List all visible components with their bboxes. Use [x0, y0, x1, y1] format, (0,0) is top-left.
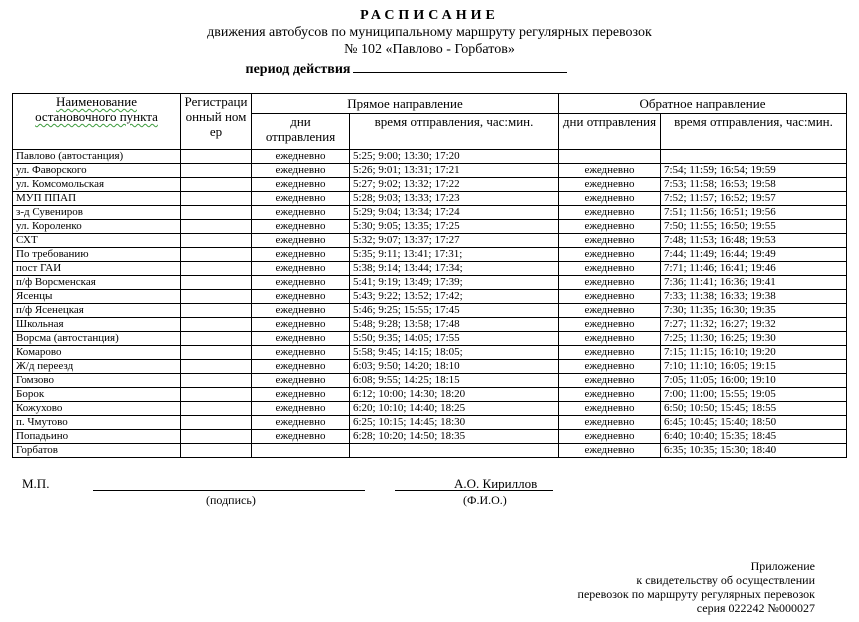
stop-name-cell: ул. Фаворского	[13, 164, 181, 178]
signatory-name: А.О. Кириллов	[454, 476, 538, 491]
reg-number-cell	[181, 192, 252, 206]
forward-days-cell: ежедневно	[252, 388, 350, 402]
stop-name-cell: Гомзово	[13, 374, 181, 388]
period-label: период действия	[245, 62, 351, 77]
reg-number-cell	[181, 360, 252, 374]
forward-time-cell: 5:28; 9:03; 13:33; 17:23	[350, 192, 559, 206]
stop-name-cell: Павлово (автостанция)	[13, 150, 181, 164]
backward-days-cell: ежедневно	[559, 360, 661, 374]
backward-time-cell: 7:48; 11:53; 16:48; 19:53	[661, 234, 847, 248]
forward-days-cell: ежедневно	[252, 262, 350, 276]
table-row	[13, 360, 847, 374]
backward-days-cell: ежедневно	[559, 416, 661, 430]
forward-days-cell: ежедневно	[252, 374, 350, 388]
backward-time-cell: 6:40; 10:40; 15:35; 18:45	[661, 430, 847, 444]
forward-days-cell: ежедневно	[252, 248, 350, 262]
stop-name-cell: п/ф Ясенецкая	[13, 304, 181, 318]
forward-days-cell: ежедневно	[252, 332, 350, 346]
document-header	[0, 8, 859, 79]
forward-days-cell: ежедневно	[252, 206, 350, 220]
header-backward-direction: Обратное направление	[559, 94, 847, 114]
forward-time-cell: 6:03; 9:50; 14:20; 18:10	[350, 360, 559, 374]
name-caption: (Ф.И.О.)	[463, 493, 507, 507]
forward-time-cell: 5:32; 9:07; 13:37; 17:27	[350, 234, 559, 248]
backward-days-cell: ежедневно	[559, 206, 661, 220]
backward-days-cell: ежедневно	[559, 444, 661, 458]
backward-days-cell: ежедневно	[559, 430, 661, 444]
backward-days-cell: ежедневно	[559, 332, 661, 346]
forward-days-cell: ежедневно	[252, 290, 350, 304]
header-reg-number: Регистрационный номер	[181, 94, 252, 150]
backward-days-cell: ежедневно	[559, 290, 661, 304]
period-field	[0, 60, 859, 79]
forward-time-cell: 5:25; 9:00; 13:30; 17:20	[350, 150, 559, 164]
reg-number-cell	[181, 388, 252, 402]
table-row	[13, 262, 847, 276]
backward-days-cell	[559, 150, 661, 164]
forward-days-cell: ежедневно	[252, 192, 350, 206]
stop-name-cell: МУП ППАП	[13, 192, 181, 206]
forward-time-cell: 6:08; 9:55; 14:25; 18:15	[350, 374, 559, 388]
stop-name-cell: Комарово	[13, 346, 181, 360]
appendix-line: к свидетельству об осуществлении	[636, 573, 815, 587]
backward-days-cell: ежедневно	[559, 318, 661, 332]
forward-time-cell: 6:25; 10:15; 14:45; 18:30	[350, 416, 559, 430]
backward-time-cell: 7:10; 11:10; 16:05; 19:15	[661, 360, 847, 374]
table-row	[13, 304, 847, 318]
table-row	[13, 346, 847, 360]
signature-line	[93, 490, 365, 491]
forward-time-cell: 5:48; 9:28; 13:58; 17:48	[350, 318, 559, 332]
period-blank-line	[353, 60, 567, 73]
forward-time-cell: 6:28; 10:20; 14:50; 18:35	[350, 430, 559, 444]
backward-time-cell: 7:51; 11:56; 16:51; 19:56	[661, 206, 847, 220]
forward-days-cell: ежедневно	[252, 304, 350, 318]
appendix-line: Приложение	[750, 559, 815, 573]
table-row	[13, 220, 847, 234]
table-row	[13, 150, 847, 164]
reg-number-cell	[181, 248, 252, 262]
stop-name-cell: Школьная	[13, 318, 181, 332]
backward-time-cell: 7:50; 11:55; 16:50; 19:55	[661, 220, 847, 234]
signature-caption: (подпись)	[206, 493, 256, 507]
table-row	[13, 164, 847, 178]
table-row	[13, 234, 847, 248]
header-backward-days: дни отправления	[559, 114, 661, 150]
backward-time-cell: 7:25; 11:30; 16:25; 19:30	[661, 332, 847, 346]
forward-time-cell	[350, 444, 559, 458]
backward-time-cell: 7:27; 11:32; 16:27; 19:32	[661, 318, 847, 332]
table-row	[13, 206, 847, 220]
route-name: № 102 «Павлово - Горбатов»	[344, 42, 515, 57]
forward-days-cell: ежедневно	[252, 360, 350, 374]
stop-name-cell: По требованию	[13, 248, 181, 262]
forward-time-cell: 5:27; 9:02; 13:32; 17:22	[350, 178, 559, 192]
backward-days-cell: ежедневно	[559, 178, 661, 192]
table-row	[13, 290, 847, 304]
reg-number-cell	[181, 304, 252, 318]
reg-number-cell	[181, 290, 252, 304]
backward-time-cell: 7:00; 11:00; 15:55; 19:05	[661, 388, 847, 402]
forward-time-cell: 5:30; 9:05; 13:35; 17:25	[350, 220, 559, 234]
forward-days-cell: ежедневно	[252, 318, 350, 332]
backward-time-cell: 7:52; 11:57; 16:52; 19:57	[661, 192, 847, 206]
forward-days-cell: ежедневно	[252, 402, 350, 416]
backward-days-cell: ежедневно	[559, 220, 661, 234]
backward-days-cell: ежедневно	[559, 388, 661, 402]
appendix-line: перевозок по маршруту регулярных перевозок	[577, 587, 815, 601]
forward-days-cell	[252, 444, 350, 458]
stop-name-cell: Ворсма (автостанция)	[13, 332, 181, 346]
reg-number-cell	[181, 318, 252, 332]
backward-days-cell: ежедневно	[559, 276, 661, 290]
forward-days-cell: ежедневно	[252, 430, 350, 444]
reg-number-cell	[181, 430, 252, 444]
reg-number-cell	[181, 276, 252, 290]
backward-days-cell: ежедневно	[559, 402, 661, 416]
forward-days-cell: ежедневно	[252, 346, 350, 360]
backward-days-cell: ежедневно	[559, 234, 661, 248]
forward-time-cell: 5:35; 9:11; 13:41; 17:31;	[350, 248, 559, 262]
forward-days-cell: ежедневно	[252, 150, 350, 164]
backward-time-cell: 7:05; 11:05; 16:00; 19:10	[661, 374, 847, 388]
backward-time-cell: 7:53; 11:58; 16:53; 19:58	[661, 178, 847, 192]
table-row	[13, 388, 847, 402]
header-stop-name: Наименование остановочного пункта	[13, 94, 181, 150]
stop-name-cell: Ж/д переезд	[13, 360, 181, 374]
backward-days-cell: ежедневно	[559, 346, 661, 360]
reg-number-cell	[181, 220, 252, 234]
backward-days-cell: ежедневно	[559, 262, 661, 276]
stop-name-cell: ул. Короленко	[13, 220, 181, 234]
header-forward-direction: Прямое направление	[252, 94, 559, 114]
appendix-line: серия 022242 №000027	[696, 601, 815, 615]
forward-time-cell: 5:58; 9:45; 14:15; 18:05;	[350, 346, 559, 360]
forward-days-cell: ежедневно	[252, 178, 350, 192]
stop-name-cell: Попадьино	[13, 430, 181, 444]
backward-time-cell: 7:44; 11:49; 16:44; 19:49	[661, 248, 847, 262]
stamp-label: М.П.	[22, 476, 50, 491]
reg-number-cell	[181, 206, 252, 220]
backward-time-cell: 6:35; 10:35; 15:30; 18:40	[661, 444, 847, 458]
header-backward-time: время отправления, час:мин.	[661, 114, 847, 150]
document-title: РАСПИСАНИЕ	[360, 8, 499, 23]
backward-days-cell: ежедневно	[559, 304, 661, 318]
forward-time-cell: 5:26; 9:01; 13:31; 17:21	[350, 164, 559, 178]
forward-time-cell: 6:12; 10:00; 14:30; 18:20	[350, 388, 559, 402]
table-row	[13, 192, 847, 206]
backward-time-cell	[661, 150, 847, 164]
table-row	[13, 402, 847, 416]
forward-days-cell: ежедневно	[252, 234, 350, 248]
schedule-table	[12, 93, 847, 458]
reg-number-cell	[181, 262, 252, 276]
forward-time-cell: 5:41; 9:19; 13:49; 17:39;	[350, 276, 559, 290]
header-forward-time: время отправления, час:мин.	[350, 114, 559, 150]
forward-time-cell: 6:20; 10:10; 14:40; 18:25	[350, 402, 559, 416]
reg-number-cell	[181, 164, 252, 178]
forward-time-cell: 5:43; 9:22; 13:52; 17:42;	[350, 290, 559, 304]
backward-days-cell: ежедневно	[559, 374, 661, 388]
backward-days-cell: ежедневно	[559, 248, 661, 262]
forward-days-cell: ежедневно	[252, 220, 350, 234]
backward-time-cell: 7:71; 11:46; 16:41; 19:46	[661, 262, 847, 276]
stop-name-cell: Кожухово	[13, 402, 181, 416]
reg-number-cell	[181, 416, 252, 430]
backward-days-cell: ежедневно	[559, 192, 661, 206]
backward-time-cell: 7:36; 11:41; 16:36; 19:41	[661, 276, 847, 290]
backward-time-cell: 7:30; 11:35; 16:30; 19:35	[661, 304, 847, 318]
backward-days-cell: ежедневно	[559, 164, 661, 178]
table-row	[13, 276, 847, 290]
table-row	[13, 332, 847, 346]
table-row	[13, 416, 847, 430]
stop-name-cell: Горбатов	[13, 444, 181, 458]
forward-days-cell: ежедневно	[252, 416, 350, 430]
reg-number-cell	[181, 178, 252, 192]
reg-number-cell	[181, 346, 252, 360]
document-subtitle: движения автобусов по муниципальному маршруту регулярных перевозок	[207, 25, 652, 40]
reg-number-cell	[181, 332, 252, 346]
backward-time-cell: 7:33; 11:38; 16:33; 19:38	[661, 290, 847, 304]
table-row	[13, 430, 847, 444]
reg-number-cell	[181, 444, 252, 458]
reg-number-cell	[181, 150, 252, 164]
forward-time-cell: 5:29; 9:04; 13:34; 17:24	[350, 206, 559, 220]
forward-days-cell: ежедневно	[252, 276, 350, 290]
reg-number-cell	[181, 374, 252, 388]
stop-name-cell: п/ф Ворсменская	[13, 276, 181, 290]
backward-time-cell: 6:45; 10:45; 15:40; 18:50	[661, 416, 847, 430]
header-forward-days: дни отправления	[252, 114, 350, 150]
table-row	[13, 444, 847, 458]
backward-time-cell: 7:15; 11:15; 16:10; 19:20	[661, 346, 847, 360]
forward-time-cell: 5:38; 9:14; 13:44; 17:34;	[350, 262, 559, 276]
appendix-note	[578, 559, 815, 615]
stop-name-cell: п. Чмутово	[13, 416, 181, 430]
table-row	[13, 248, 847, 262]
table-row	[13, 318, 847, 332]
forward-time-cell: 5:46; 9:25; 15:55; 17:45	[350, 304, 559, 318]
table-row	[13, 178, 847, 192]
backward-time-cell: 7:54; 11:59; 16:54; 19:59	[661, 164, 847, 178]
backward-time-cell: 6:50; 10:50; 15:45; 18:55	[661, 402, 847, 416]
table-row	[13, 374, 847, 388]
stop-name-cell: Ясенцы	[13, 290, 181, 304]
forward-time-cell: 5:50; 9:35; 14:05; 17:55	[350, 332, 559, 346]
stop-name-cell: СХТ	[13, 234, 181, 248]
stop-name-cell: ул. Комсомольская	[13, 178, 181, 192]
reg-number-cell	[181, 402, 252, 416]
stop-name-cell: пост ГАИ	[13, 262, 181, 276]
stop-name-cell: з-д Сувениров	[13, 206, 181, 220]
forward-days-cell: ежедневно	[252, 164, 350, 178]
stop-name-cell: Борок	[13, 388, 181, 402]
reg-number-cell	[181, 234, 252, 248]
